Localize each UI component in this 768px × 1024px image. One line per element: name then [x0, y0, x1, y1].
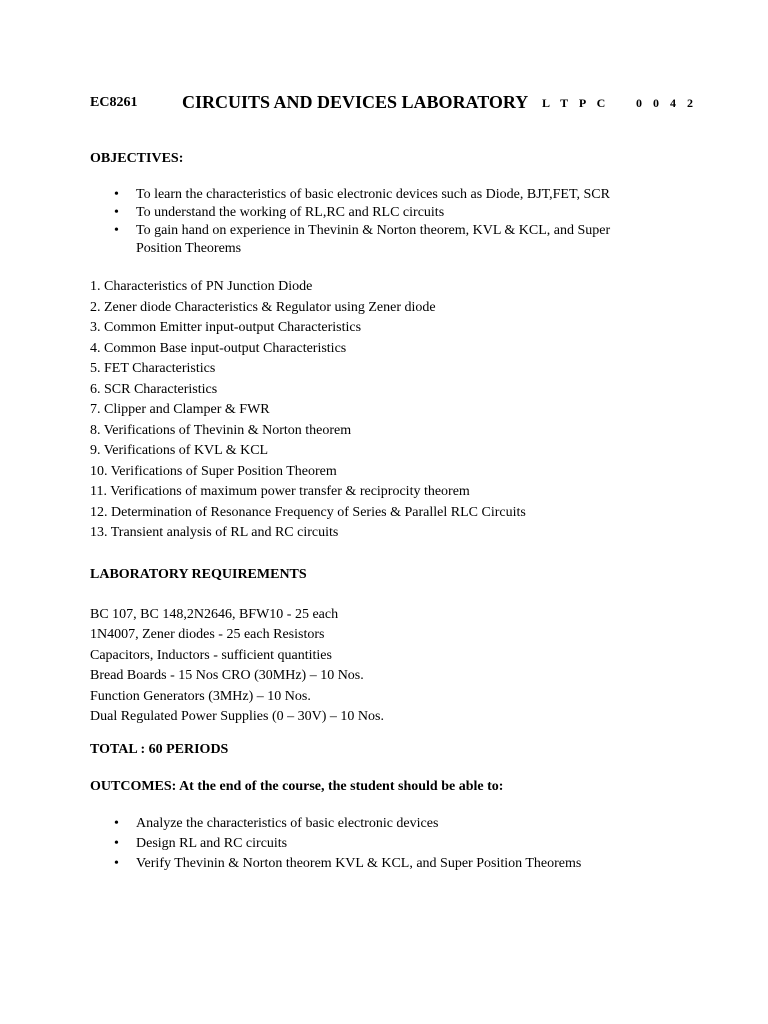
bullet-icon: •	[114, 856, 119, 871]
list-item: 12. Determination of Resonance Frequency of Series & Parallel RLC Circuits	[90, 504, 526, 520]
list-item	[0, 835, 656, 855]
list-item: Bread Boards - 15 Nos CRO (30MHz) – 10 Nos.	[90, 668, 364, 684]
list-item: 4. Common Base input-output Characteristics	[90, 340, 347, 356]
list-item: 1N4007, Zener diodes - 25 each Resistors	[90, 627, 325, 643]
bullet-icon: •	[114, 836, 119, 851]
list-item	[0, 186, 656, 204]
objective-text: To understand the working of RL,RC and RLC circuits	[136, 205, 445, 220]
list-item	[0, 855, 656, 875]
list-item: Function Generators (3MHz) – 10 Nos.	[90, 688, 311, 704]
list-item	[0, 204, 656, 222]
list-item: 7. Clipper and Clamper & FWR	[90, 402, 270, 417]
objective-text: To learn the characteristics of basic electronic devices such as Diode, BJT,FET, SCR	[136, 187, 610, 202]
course-title: CIRCUITS AND DEVICES LABORATORY	[182, 92, 529, 112]
list-item: Dual Regulated Power Supplies (0 – 30V) – 10 Nos.	[90, 708, 384, 724]
outcome-text: Verify Thevinin & Norton theorem KVL & KCL, and Super Position Theorems	[136, 856, 582, 871]
list-item	[0, 815, 656, 835]
bullet-icon: •	[114, 187, 119, 202]
list-item: 13. Transient analysis of RL and RC circuits	[90, 525, 339, 540]
list-item: 8. Verifications of Thevinin & Norton theorem	[90, 422, 352, 438]
lab-requirements-heading: LABORATORY REQUIREMENTS	[90, 567, 307, 582]
list-item: BC 107, BC 148,2N2646, BFW10 - 25 each	[90, 607, 339, 622]
list-item	[0, 222, 656, 258]
outcome-text: Design RL and RC circuits	[136, 836, 288, 851]
list-item: 9. Verifications of KVL & KCL	[90, 443, 269, 458]
course-code: EC8261	[90, 95, 138, 110]
list-item: 5. FET Characteristics	[90, 361, 216, 376]
lab-requirements-list	[90, 608, 384, 730]
outcomes-heading: OUTCOMES: At the end of the course, the student should be able to:	[90, 779, 504, 794]
objective-text: To gain hand on experience in Thevinin & Norton theorem, KVL & KCL, and Super Position Theorems	[136, 223, 611, 256]
ltpc-label: L T P C	[542, 96, 610, 110]
outcome-text: Analyze the characteristics of basic electronic devices	[136, 816, 439, 831]
objectives-heading: OBJECTIVES:	[90, 151, 184, 166]
list-item: Capacitors, Inductors - sufficient quantities	[90, 647, 332, 663]
list-item: 10. Verifications of Super Position Theorem	[90, 463, 337, 479]
bullet-icon: •	[114, 205, 119, 220]
list-item: 11. Verifications of maximum power transfer & reciprocity theorem	[90, 484, 470, 499]
list-item: 6. SCR Characteristics	[90, 381, 218, 397]
objectives-list	[0, 186, 656, 258]
total-periods: TOTAL : 60 PERIODS	[90, 742, 229, 757]
ltpc-values: 0 0 4 2	[636, 96, 697, 110]
list-item: 1. Characteristics of PN Junction Diode	[90, 279, 313, 294]
experiments-list	[90, 280, 526, 547]
outcomes-list	[0, 815, 656, 875]
bullet-icon: •	[114, 816, 119, 831]
bullet-icon: •	[114, 223, 119, 238]
list-item: 3. Common Emitter input-output Characteristics	[90, 320, 362, 335]
list-item: 2. Zener diode Characteristics & Regulator using Zener diode	[90, 299, 436, 315]
